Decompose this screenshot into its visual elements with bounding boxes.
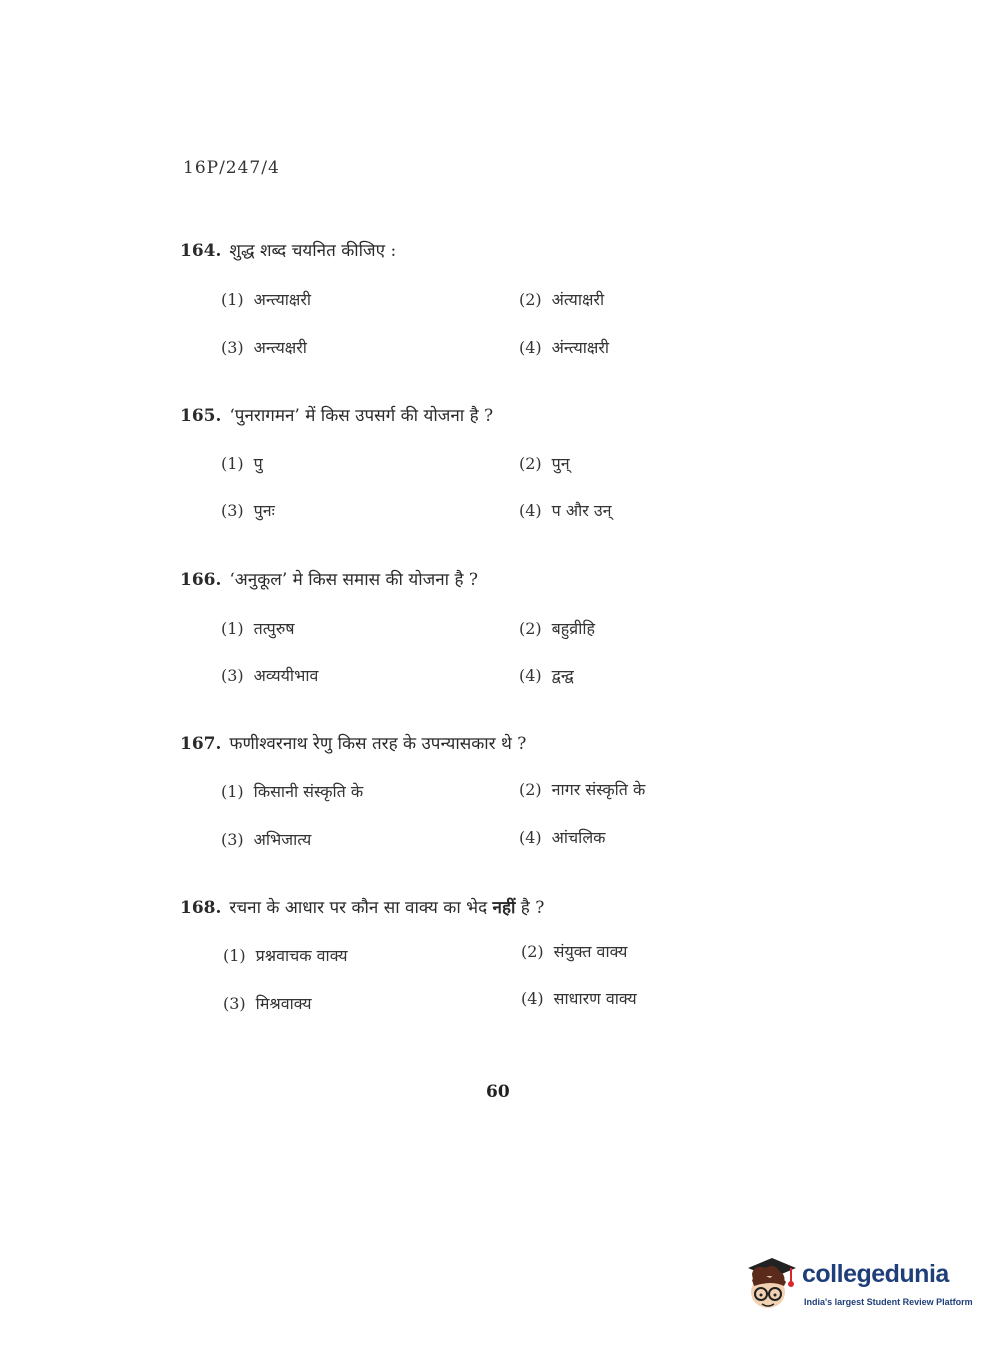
question-number: 167.	[180, 734, 222, 754]
option-164-4: (4) अंन्त्याक्षरी	[519, 338, 610, 357]
option-166-1: (1) तत्पुरुष	[221, 619, 295, 638]
question-number: 164.	[180, 241, 222, 261]
question-text	[180, 240, 740, 262]
question-stem-emphasis: नहीं	[492, 898, 516, 918]
option-168-1: (1) प्रश्नवाचक वाक्य	[223, 946, 348, 965]
option-167-2: (2) नागर संस्कृति के	[519, 780, 646, 799]
option-167-4: (4) आंचलिक	[519, 828, 606, 847]
question-text	[180, 569, 740, 591]
page-number: 60	[486, 1082, 510, 1102]
option-164-3: (3) अन्त्यक्षरी	[221, 338, 307, 357]
question-text	[180, 897, 740, 919]
paper-code: 16P/247/4	[183, 158, 280, 178]
option-165-1: (1) पु	[221, 454, 263, 473]
collegedunia-watermark	[742, 1250, 974, 1316]
question-text	[180, 405, 740, 427]
question-number: 168.	[180, 898, 222, 918]
option-164-2: (2) अंत्याक्षरी	[519, 290, 605, 309]
question-165	[180, 405, 740, 427]
question-stem-after: है ?	[520, 898, 545, 918]
option-166-2: (2) बहुव्रीहि	[519, 619, 595, 638]
question-stem: शुद्ध शब्द चयनित कीजिए :	[229, 241, 397, 261]
question-166	[180, 569, 740, 591]
question-stem: ‘अनुकूल’ मे किस समास की योजना है ?	[229, 570, 479, 590]
option-164-1: (1) अन्त्याक्षरी	[221, 290, 312, 309]
question-stem-before: रचना के आधार पर कौन सा वाक्य का भेद	[229, 898, 488, 918]
question-167	[180, 733, 740, 755]
option-166-4: (4) द्वन्द्व	[519, 666, 574, 685]
option-166-3: (3) अव्ययीभाव	[221, 666, 319, 685]
option-167-1: (1) किसानी संस्कृति के	[221, 782, 364, 801]
option-168-4: (4) साधारण वाक्य	[521, 989, 637, 1008]
student-mascot-icon	[742, 1254, 798, 1312]
question-stem: ‘पुनरागमन’ में किस उपसर्ग की योजना है ?	[229, 406, 494, 426]
option-167-3: (3) अभिजात्य	[221, 830, 312, 849]
brand-name: collegedunia	[802, 1260, 949, 1288]
option-165-3: (3) पुनः	[221, 501, 275, 520]
option-168-2: (2) संयुक्त वाक्य	[521, 942, 628, 961]
option-165-2: (2) पुन्	[519, 454, 570, 473]
question-number: 165.	[180, 406, 222, 426]
question-164	[180, 240, 740, 262]
option-168-3: (3) मिश्रवाक्य	[223, 994, 312, 1013]
brand-tagline: India's largest Student Review Platform	[804, 1297, 973, 1307]
question-number: 166.	[180, 570, 222, 590]
question-168	[180, 897, 740, 919]
question-text	[180, 733, 740, 755]
option-165-4: (4) प और उन्	[519, 501, 612, 520]
question-stem: फणीश्वरनाथ रेणु किस तरह के उपन्यासकार थे ?	[229, 734, 527, 754]
